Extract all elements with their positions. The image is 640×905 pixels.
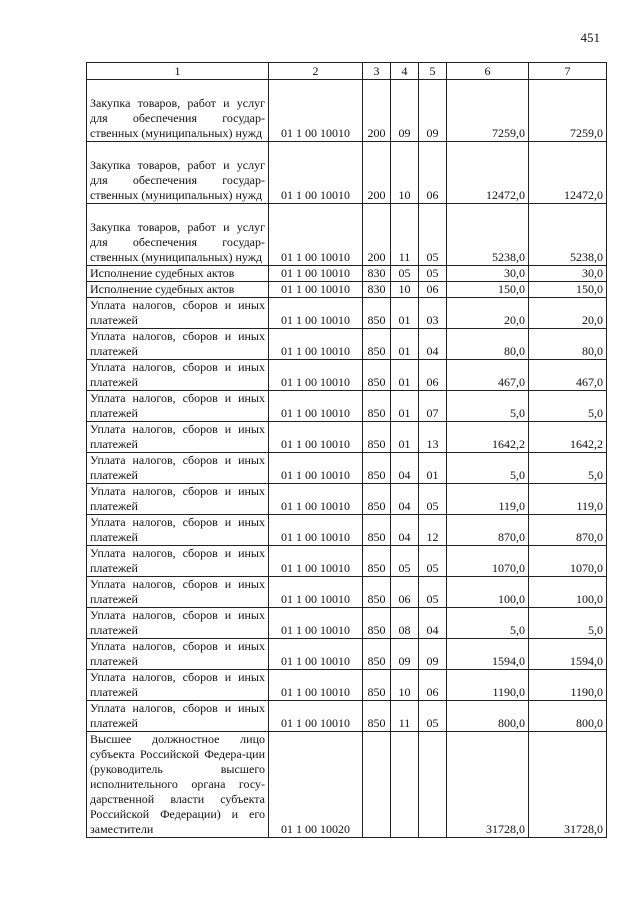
row-sum-1: 467,0 bbox=[447, 360, 529, 391]
row-rz: 05 bbox=[391, 266, 419, 282]
row-name: Закупка товаров, работ и услуг для обеспечения государ-ственных (муниципальных) нужд bbox=[87, 204, 269, 266]
row-sum-2: 20,0 bbox=[529, 298, 607, 329]
row-rz: 11 bbox=[391, 701, 419, 732]
row-sum-2: 5238,0 bbox=[529, 204, 607, 266]
row-csr: 01 1 00 10010 bbox=[269, 360, 363, 391]
row-sum-1: 100,0 bbox=[447, 577, 529, 608]
row-csr: 01 1 00 10010 bbox=[269, 670, 363, 701]
row-pr: 06 bbox=[419, 670, 447, 701]
row-name: Уплата налогов, сборов и иных платежей bbox=[87, 453, 269, 484]
row-sum-1: 1070,0 bbox=[447, 546, 529, 577]
col-header-2: 2 bbox=[269, 63, 363, 80]
row-sum-1: 5238,0 bbox=[447, 204, 529, 266]
row-sum-1: 119,0 bbox=[447, 484, 529, 515]
row-pr: 05 bbox=[419, 577, 447, 608]
row-name: Уплата налогов, сборов и иных платежей bbox=[87, 329, 269, 360]
row-csr: 01 1 00 10010 bbox=[269, 608, 363, 639]
row-rz: 04 bbox=[391, 484, 419, 515]
row-csr: 01 1 00 10010 bbox=[269, 484, 363, 515]
col-header-1: 1 bbox=[87, 63, 269, 80]
row-rz: 04 bbox=[391, 515, 419, 546]
row-sum-1: 30,0 bbox=[447, 266, 529, 282]
row-sum-2: 12472,0 bbox=[529, 142, 607, 204]
row-sum-2: 100,0 bbox=[529, 577, 607, 608]
row-rz: 10 bbox=[391, 670, 419, 701]
row-name: Уплата налогов, сборов и иных платежей bbox=[87, 484, 269, 515]
row-csr: 01 1 00 10010 bbox=[269, 546, 363, 577]
table-row bbox=[87, 577, 607, 608]
row-name: Уплата налогов, сборов и иных платежей bbox=[87, 422, 269, 453]
row-vr: 850 bbox=[363, 453, 391, 484]
row-csr: 01 1 00 10010 bbox=[269, 142, 363, 204]
row-sum-2: 1642,2 bbox=[529, 422, 607, 453]
row-pr: 05 bbox=[419, 484, 447, 515]
row-sum-2: 80,0 bbox=[529, 329, 607, 360]
table-row bbox=[87, 298, 607, 329]
col-header-3: 3 bbox=[363, 63, 391, 80]
row-pr: 09 bbox=[419, 639, 447, 670]
row-name: Исполнение судебных актов bbox=[87, 282, 269, 298]
row-sum-1: 5,0 bbox=[447, 453, 529, 484]
row-name: Уплата налогов, сборов и иных платежей bbox=[87, 391, 269, 422]
row-rz: 04 bbox=[391, 453, 419, 484]
table-row bbox=[87, 80, 607, 142]
row-csr: 01 1 00 10010 bbox=[269, 453, 363, 484]
row-sum-2: 150,0 bbox=[529, 282, 607, 298]
row-pr: 05 bbox=[419, 266, 447, 282]
row-rz: 10 bbox=[391, 142, 419, 204]
table-row bbox=[87, 670, 607, 701]
row-vr: 850 bbox=[363, 422, 391, 453]
row-vr: 850 bbox=[363, 391, 391, 422]
table-row bbox=[87, 282, 607, 298]
row-sum-1: 80,0 bbox=[447, 329, 529, 360]
row-vr bbox=[363, 732, 391, 838]
row-rz: 01 bbox=[391, 422, 419, 453]
row-sum-1: 150,0 bbox=[447, 282, 529, 298]
row-sum-2: 5,0 bbox=[529, 453, 607, 484]
row-vr: 850 bbox=[363, 298, 391, 329]
table-row bbox=[87, 422, 607, 453]
table-row bbox=[87, 204, 607, 266]
row-pr: 06 bbox=[419, 360, 447, 391]
row-vr: 850 bbox=[363, 670, 391, 701]
table-row bbox=[87, 608, 607, 639]
row-pr: 05 bbox=[419, 701, 447, 732]
row-csr: 01 1 00 10010 bbox=[269, 80, 363, 142]
row-csr: 01 1 00 10010 bbox=[269, 639, 363, 670]
row-name: Уплата налогов, сборов и иных платежей bbox=[87, 515, 269, 546]
row-pr: 04 bbox=[419, 608, 447, 639]
row-sum-1: 20,0 bbox=[447, 298, 529, 329]
page-number: 451 bbox=[580, 30, 600, 45]
table-row bbox=[87, 732, 607, 838]
row-vr: 850 bbox=[363, 484, 391, 515]
row-pr: 03 bbox=[419, 298, 447, 329]
row-pr: 12 bbox=[419, 515, 447, 546]
table-row bbox=[87, 329, 607, 360]
table-row bbox=[87, 360, 607, 391]
row-csr: 01 1 00 10020 bbox=[269, 732, 363, 838]
row-sum-1: 5,0 bbox=[447, 391, 529, 422]
row-vr: 830 bbox=[363, 266, 391, 282]
row-name: Уплата налогов, сборов и иных платежей bbox=[87, 360, 269, 391]
row-name: Уплата налогов, сборов и иных платежей bbox=[87, 701, 269, 732]
row-sum-2: 31728,0 bbox=[529, 732, 607, 838]
row-pr: 07 bbox=[419, 391, 447, 422]
row-vr: 850 bbox=[363, 577, 391, 608]
row-sum-1: 12472,0 bbox=[447, 142, 529, 204]
table-row bbox=[87, 266, 607, 282]
row-vr: 850 bbox=[363, 639, 391, 670]
row-pr: 13 bbox=[419, 422, 447, 453]
row-name: Закупка товаров, работ и услуг для обеспечения государ-ственных (муниципальных) нужд bbox=[87, 80, 269, 142]
row-pr: 05 bbox=[419, 204, 447, 266]
row-sum-2: 800,0 bbox=[529, 701, 607, 732]
row-vr: 830 bbox=[363, 282, 391, 298]
row-rz: 01 bbox=[391, 298, 419, 329]
row-vr: 850 bbox=[363, 608, 391, 639]
row-csr: 01 1 00 10010 bbox=[269, 701, 363, 732]
row-pr: 06 bbox=[419, 142, 447, 204]
row-name: Исполнение судебных актов bbox=[87, 266, 269, 282]
row-sum-1: 800,0 bbox=[447, 701, 529, 732]
table-row bbox=[87, 701, 607, 732]
row-sum-2: 467,0 bbox=[529, 360, 607, 391]
row-pr: 01 bbox=[419, 453, 447, 484]
row-vr: 850 bbox=[363, 546, 391, 577]
table-row bbox=[87, 515, 607, 546]
row-rz: 05 bbox=[391, 546, 419, 577]
row-name: Уплата налогов, сборов и иных платежей bbox=[87, 298, 269, 329]
table-row bbox=[87, 391, 607, 422]
col-header-6: 6 bbox=[447, 63, 529, 80]
row-vr: 200 bbox=[363, 204, 391, 266]
row-csr: 01 1 00 10010 bbox=[269, 204, 363, 266]
row-rz: 01 bbox=[391, 360, 419, 391]
row-sum-2: 5,0 bbox=[529, 608, 607, 639]
row-vr: 850 bbox=[363, 515, 391, 546]
row-rz: 01 bbox=[391, 391, 419, 422]
table-row bbox=[87, 639, 607, 670]
row-rz bbox=[391, 732, 419, 838]
row-csr: 01 1 00 10010 bbox=[269, 391, 363, 422]
row-sum-1: 5,0 bbox=[447, 608, 529, 639]
row-name: Закупка товаров, работ и услуг для обеспечения государ-ственных (муниципальных) нужд bbox=[87, 142, 269, 204]
row-vr: 200 bbox=[363, 80, 391, 142]
row-pr bbox=[419, 732, 447, 838]
col-header-7: 7 bbox=[529, 63, 607, 80]
row-sum-1: 31728,0 bbox=[447, 732, 529, 838]
header-row bbox=[87, 63, 607, 80]
col-header-5: 5 bbox=[419, 63, 447, 80]
row-name: Уплата налогов, сборов и иных платежей bbox=[87, 639, 269, 670]
row-vr: 850 bbox=[363, 360, 391, 391]
row-rz: 08 bbox=[391, 608, 419, 639]
table-row bbox=[87, 484, 607, 515]
row-sum-2: 1070,0 bbox=[529, 546, 607, 577]
row-csr: 01 1 00 10010 bbox=[269, 577, 363, 608]
row-sum-2: 119,0 bbox=[529, 484, 607, 515]
row-name: Уплата налогов, сборов и иных платежей bbox=[87, 670, 269, 701]
row-csr: 01 1 00 10010 bbox=[269, 422, 363, 453]
row-pr: 04 bbox=[419, 329, 447, 360]
row-rz: 11 bbox=[391, 204, 419, 266]
row-rz: 01 bbox=[391, 329, 419, 360]
row-rz: 10 bbox=[391, 282, 419, 298]
row-vr: 850 bbox=[363, 329, 391, 360]
table-row bbox=[87, 546, 607, 577]
row-sum-2: 1190,0 bbox=[529, 670, 607, 701]
row-sum-2: 870,0 bbox=[529, 515, 607, 546]
col-header-4: 4 bbox=[391, 63, 419, 80]
row-name: Уплата налогов, сборов и иных платежей bbox=[87, 577, 269, 608]
row-sum-2: 5,0 bbox=[529, 391, 607, 422]
budget-table bbox=[86, 62, 607, 838]
row-sum-2: 7259,0 bbox=[529, 80, 607, 142]
row-name: Уплата налогов, сборов и иных платежей bbox=[87, 608, 269, 639]
row-sum-1: 1642,2 bbox=[447, 422, 529, 453]
row-sum-1: 870,0 bbox=[447, 515, 529, 546]
row-sum-1: 7259,0 bbox=[447, 80, 529, 142]
row-name: Высшее должностное лицо субъекта Российской Федера-ции (руководитель высшего исполнительного органа госу-дарственной власти субъекта Российской Федерации) и его заместители bbox=[87, 732, 269, 838]
row-rz: 09 bbox=[391, 639, 419, 670]
row-name: Уплата налогов, сборов и иных платежей bbox=[87, 546, 269, 577]
row-pr: 09 bbox=[419, 80, 447, 142]
row-csr: 01 1 00 10010 bbox=[269, 515, 363, 546]
row-pr: 06 bbox=[419, 282, 447, 298]
table-row bbox=[87, 142, 607, 204]
row-csr: 01 1 00 10010 bbox=[269, 329, 363, 360]
row-rz: 09 bbox=[391, 80, 419, 142]
row-sum-1: 1190,0 bbox=[447, 670, 529, 701]
row-rz: 06 bbox=[391, 577, 419, 608]
row-csr: 01 1 00 10010 bbox=[269, 282, 363, 298]
row-sum-2: 1594,0 bbox=[529, 639, 607, 670]
table-row bbox=[87, 453, 607, 484]
row-csr: 01 1 00 10010 bbox=[269, 266, 363, 282]
row-vr: 850 bbox=[363, 701, 391, 732]
row-csr: 01 1 00 10010 bbox=[269, 298, 363, 329]
row-vr: 200 bbox=[363, 142, 391, 204]
row-sum-1: 1594,0 bbox=[447, 639, 529, 670]
row-sum-2: 30,0 bbox=[529, 266, 607, 282]
row-pr: 05 bbox=[419, 546, 447, 577]
